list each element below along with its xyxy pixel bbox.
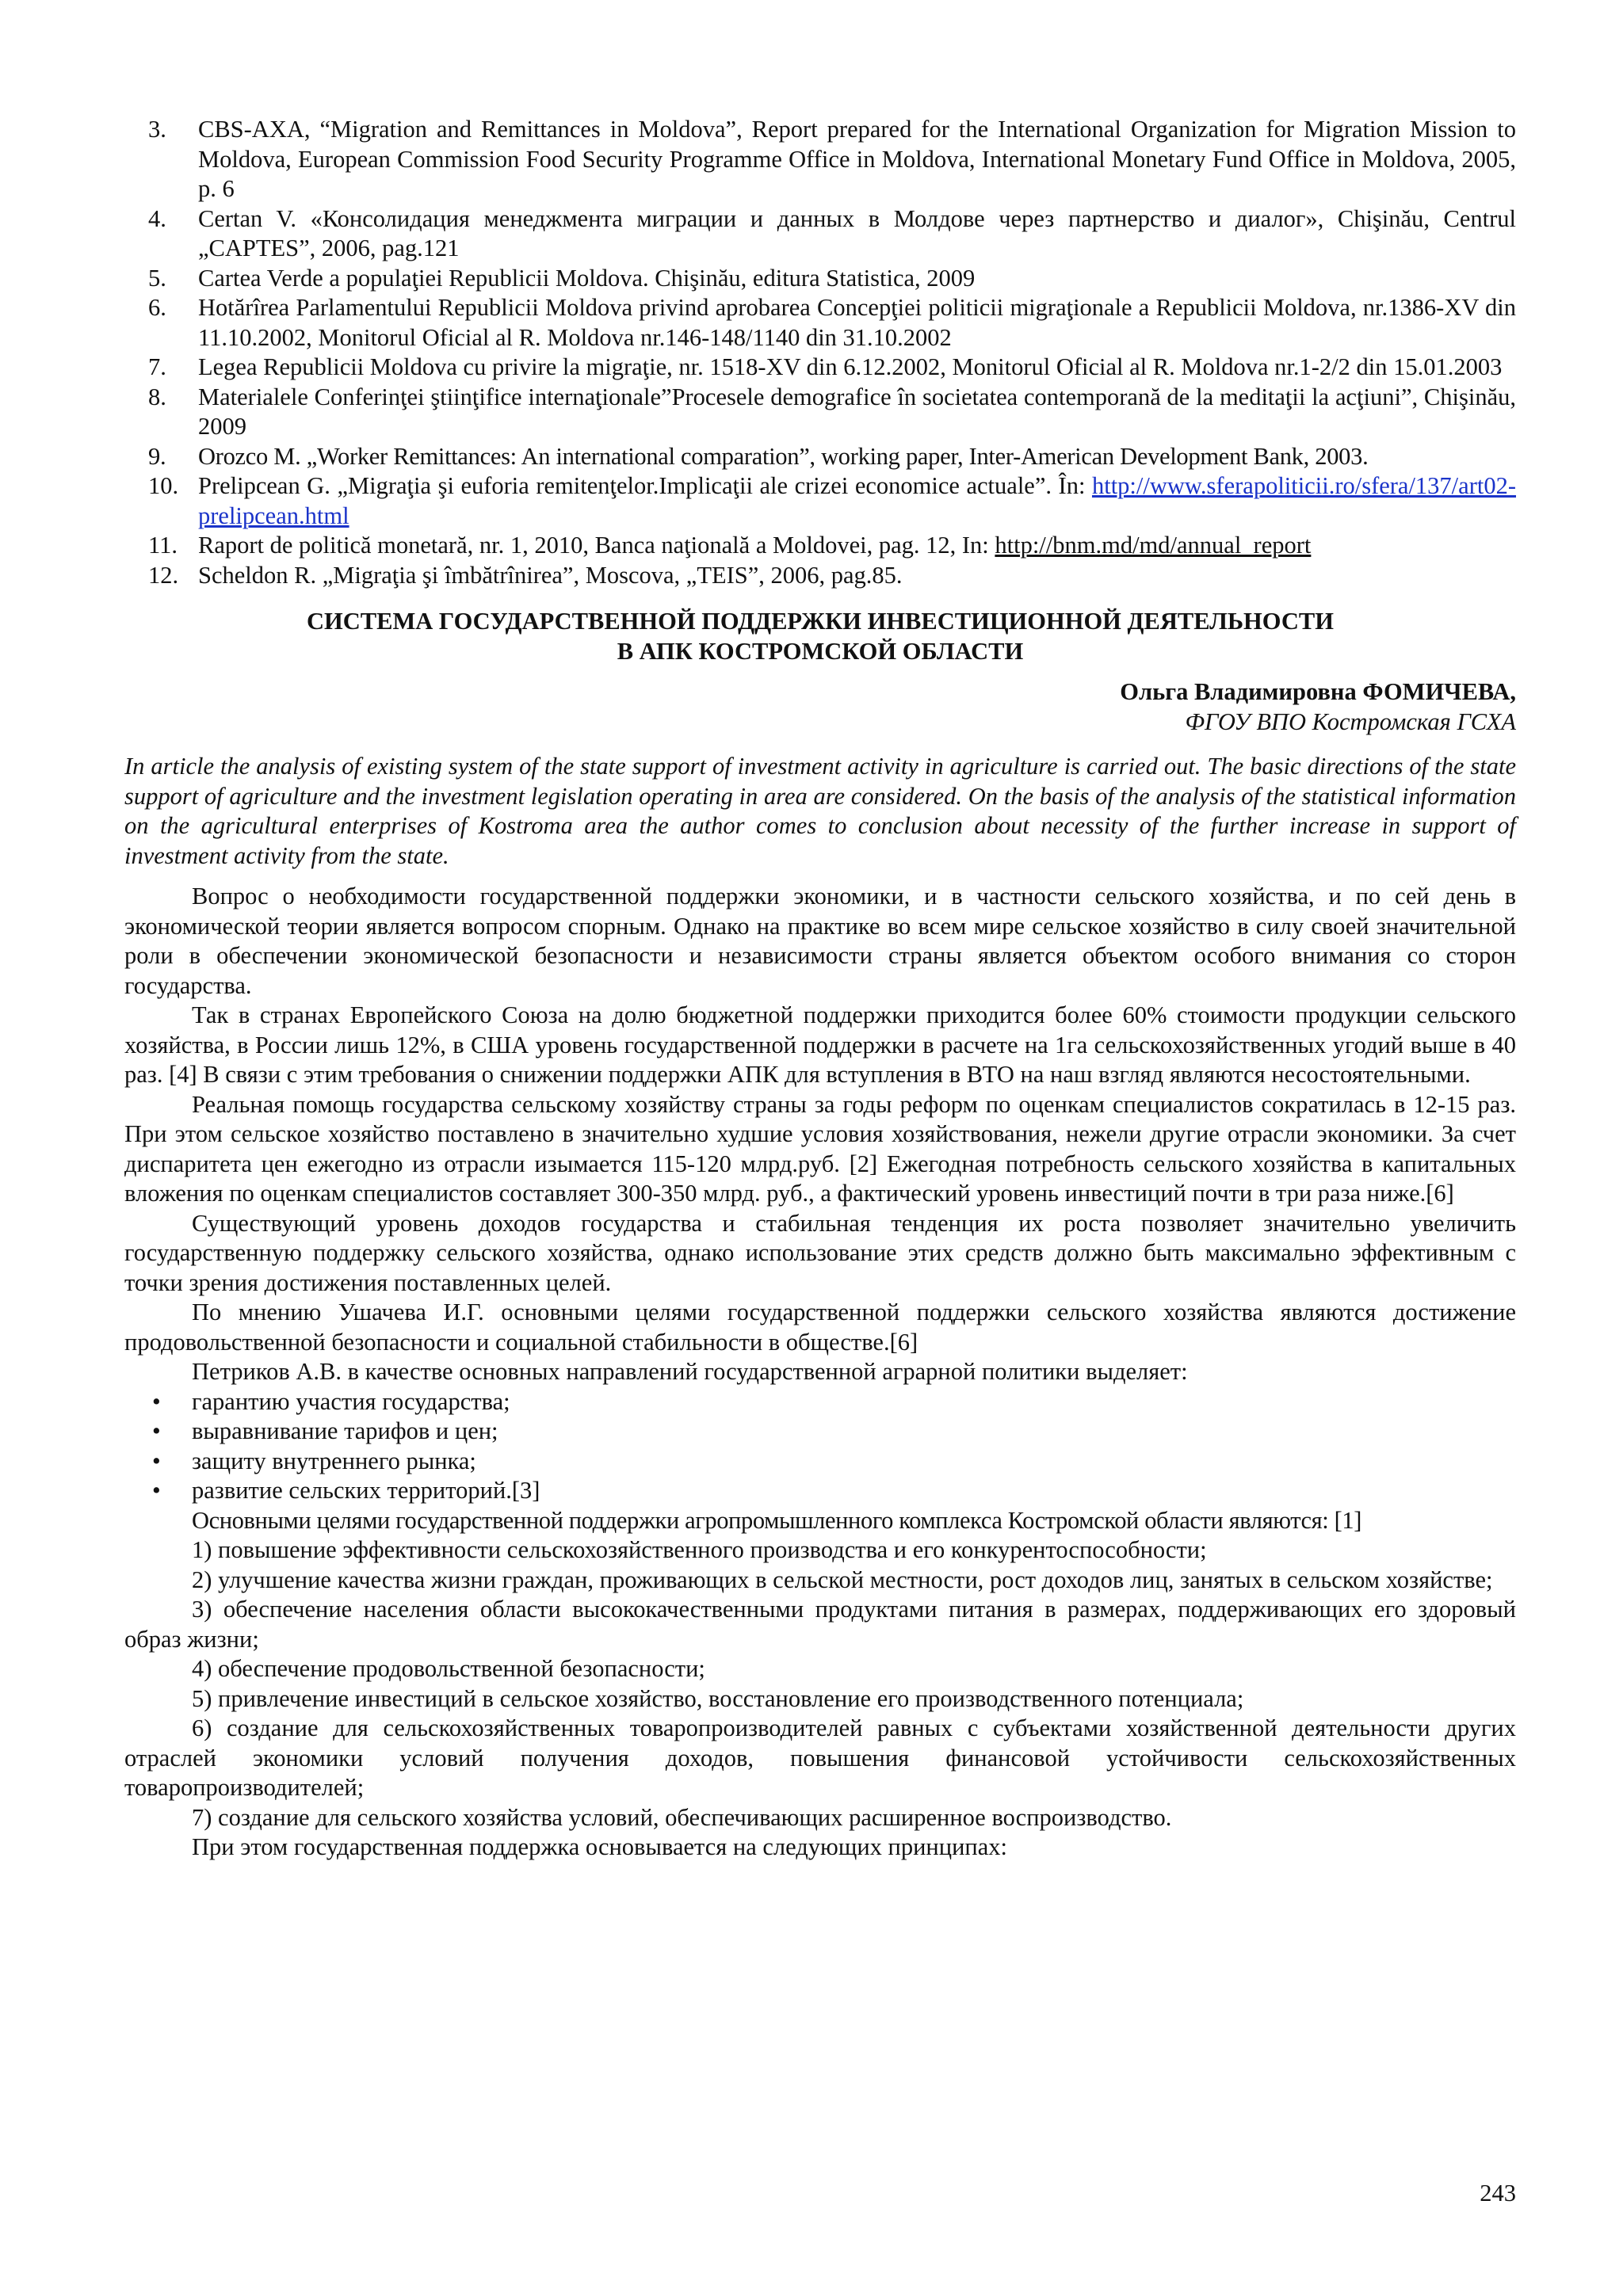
reference-number: 5. [148, 264, 166, 292]
abstract: In article the analysis of existing system of the state support of investment activity in agriculture is carried out. The basic directions of the state support of agriculture and the investment legislation operating in area are considered. On the basis of the analysis of the statistical information on the agricultural enterprises of Kostroma area the author comes to conclusion about necessity of the further increase in support of investment activity from the state. [124, 753, 1516, 869]
reference-text: Raport de politică monetară, nr. 1, 2010, Banca naţională a Moldovei, pag. 12, In: [198, 532, 995, 559]
reference-number: 8. [148, 383, 166, 410]
reference-item-9 [124, 442, 1516, 472]
bullet-icon: • [152, 1447, 161, 1474]
reference-number: 11. [148, 532, 178, 559]
goal-item-1: 1) повышение эффективности сельскохозяйственного производства и его конкурентоспособности; [192, 1536, 1207, 1563]
reference-number: 3. [148, 116, 166, 143]
body-paragraph: Вопрос о необходимости государственной поддержки экономики, и в частности сельского хозяйства, и по сей день в экономической теории является вопросом спорным. Однако на практике во всем мире сельское хозяйство в силу своей значительной роли в обеспечении экономической безопасности и независимости страны является объектом особого внимания со сторон государства. [124, 883, 1516, 999]
reference-item-3 [124, 115, 1516, 204]
reference-text: CBS-AXA, “Migration and Remittances in Moldova”, Report prepared for the International Organization for Migration Mission to Moldova, European Commission Food Security Programme Office in Moldova, International Monetary Fund Office in Moldova, 2005, p. 6 [198, 116, 1516, 202]
reference-list [124, 115, 1516, 590]
reference-item-8 [124, 383, 1516, 442]
bullet-icon: • [152, 1417, 161, 1444]
list-item [124, 1387, 1516, 1417]
reference-item-10 [124, 471, 1516, 531]
reference-text: Materialele Conferinţei ştiinţifice internaţionale”Procesele demografice în societatea contemporană de la meditaţii la acţiuni”, Chişinău, 2009 [198, 383, 1516, 440]
list-item-text: выравнивание тарифов и цен; [192, 1417, 498, 1444]
list-item-text: развитие сельских территорий.[3] [192, 1477, 540, 1504]
reference-item-11 [124, 531, 1516, 561]
reference-text: Hotărîrea Parlamentului Republicii Moldova privind aprobarea Concepţiei politicii migraţionale a Republicii Moldova, nr.1386-XV din 11.10.2002, Monitorul Oficial al R. Moldova nr.146-148/1140 din 31.10.2002 [198, 294, 1516, 351]
author-block [124, 677, 1516, 737]
reference-number: 9. [148, 442, 166, 470]
reference-text: Legea Republicii Moldova cu privire la migraţie, nr. 1518-XV din 6.12.2002, Monitorul Oficial al R. Moldova nr.1-2/2 din 15.01.2003 [198, 353, 1503, 380]
bullet-icon: • [152, 1477, 161, 1504]
list-item-text: защиту внутреннего рынка; [192, 1447, 476, 1474]
reference-text: Certan V. «Консолидация менеджмента миграции и данных в Молдове через партнерство и диалог», Chişinău, Centrul „CAPTES”, 2006, pag.121 [198, 204, 1516, 261]
reference-text: Scheldon R. „Migraţia şi îmbătrînirea”, Moscova, „TEIS”, 2006, pag.85. [198, 561, 903, 589]
goal-item-4: 4) обеспечение продовольственной безопасности; [192, 1655, 705, 1682]
list-item [124, 1447, 1516, 1477]
body-paragraph: Петриков А.В. в качестве основных направлений государственной аграрной политики выделяет: [192, 1358, 1188, 1385]
policy-directions-list [124, 1387, 1516, 1506]
page-number: 243 [1480, 2180, 1516, 2206]
reference-item-7 [124, 353, 1516, 383]
body-paragraph: Так в странах Европейского Союза на долю бюджетной поддержки приходится более 60% стоимости продукции сельского хозяйства, в России лишь 12%, в США уровень государственной поддержки в расчете на 1га сельскохозяйственных угодий выше в 40 раз. [4] В связи с этим требования о снижении поддержки АПК для вступления в ВТО на наш взгляд являются несостоятельными. [124, 1001, 1516, 1088]
body-paragraph: При этом государственная поддержка основывается на следующих принципах: [192, 1833, 1007, 1860]
reference-item-6 [124, 293, 1516, 353]
reference-item-5 [124, 264, 1516, 294]
body-paragraph: Существующий уровень доходов государства и стабильная тенденция их роста позволяет значительно увеличить государственную поддержку сельского хозяйства, однако использование этих средств должно быть максимально эффективным с точки зрения достижения поставленных целей. [124, 1209, 1516, 1296]
bullet-icon: • [152, 1387, 161, 1415]
author-affiliation: ФГОУ ВПО Костромская ГСХА [1185, 707, 1516, 735]
reference-text: Cartea Verde a populaţiei Republicii Moldova. Chişinău, editura Statistica, 2009 [198, 264, 976, 292]
text-column [124, 115, 1516, 1863]
goal-item-3: 3) обеспечение населения области высококачественными продуктами питания в размерах, поддерживающих его здоровый образ жизни; [124, 1596, 1516, 1653]
author-name: Ольга Владимировна ФОМИЧЕВА, [1120, 678, 1516, 705]
reference-item-12 [124, 561, 1516, 591]
reference-number: 4. [148, 204, 166, 232]
body-paragraph: Реальная помощь государства сельскому хозяйству страны за годы реформ по оценкам специалистов сократилась в 12-15 раз. При этом сельское хозяйство поставлено в значительно худшие условия хозяйствования, нежели другие отрасли экономики. За счет диспаритета цен ежегодно из отрасли изымается 115-120 млрд.руб. [2] Ежегодная потребность сельского хозяйства в капитальных вложения по оценкам специалистов составляет 300-350 млрд. руб., а фактический уровень инвестиций почти в три раза ниже.[6] [124, 1090, 1516, 1207]
reference-text: Orozco M. „Worker Remittances: An international comparation”, working paper, Inter-American Development Bank, 2003. [198, 442, 1369, 470]
article-title-line-2: В АПК КОСТРОМСКОЙ ОБЛАСТИ [617, 637, 1024, 665]
list-item-text: гарантию участия государства; [192, 1387, 510, 1415]
reference-number: 10. [148, 472, 179, 499]
body-paragraph: Основными целями государственной поддержки агропромышленного комплекса Костромской области являются: [1] [192, 1506, 1361, 1534]
reference-number: 7. [148, 353, 166, 380]
article-title [124, 607, 1516, 666]
reference-item-4 [124, 204, 1516, 264]
reference-text: Prelipcean G. „Migraţia şi euforia remitenţelor.Implicaţii ale crizei economice actuale”. În: [198, 472, 1092, 499]
goal-item-7: 7) создание для сельского хозяйства условий, обеспечивающих расширенное воспроизводство. [192, 1803, 1172, 1831]
goal-item-6: 6) создание для сельскохозяйственных товаропроизводителей равных с субъектами хозяйственной деятельности других отраслей экономики условий получения доходов, повышения финансовой устойчивости сельскохозяйственных товаропроизводителей; [124, 1714, 1516, 1801]
goal-item-2: 2) улучшение качества жизни граждан, проживающих в сельской местности, рост доходов лиц, занятых в сельском хозяйстве; [192, 1566, 1493, 1593]
reference-number: 12. [148, 561, 179, 589]
reference-number: 6. [148, 294, 166, 321]
article-title-line-1: СИСТЕМА ГОСУДАРСТВЕННОЙ ПОДДЕРЖКИ ИНВЕСТИЦИОННОЙ ДЕЯТЕЛЬНОСТИ [307, 608, 1334, 635]
list-item [124, 1476, 1516, 1506]
reference-url: http://bnm.md/md/annual_report [995, 532, 1312, 559]
article-body [124, 882, 1516, 1863]
reference-link[interactable]: http://www.sferapoliticii.ro/sfera/137/art02-prelipcean.html [198, 472, 1516, 529]
goal-item-5: 5) привлечение инвестиций в сельское хозяйство, восстановление его производственного потенциала; [192, 1684, 1244, 1712]
list-item [124, 1417, 1516, 1447]
body-paragraph: По мнению Ушачева И.Г. основными целями государственной поддержки сельского хозяйства являются достижение продовольственной безопасности и социальной стабильности в обществе.[6] [124, 1299, 1516, 1356]
